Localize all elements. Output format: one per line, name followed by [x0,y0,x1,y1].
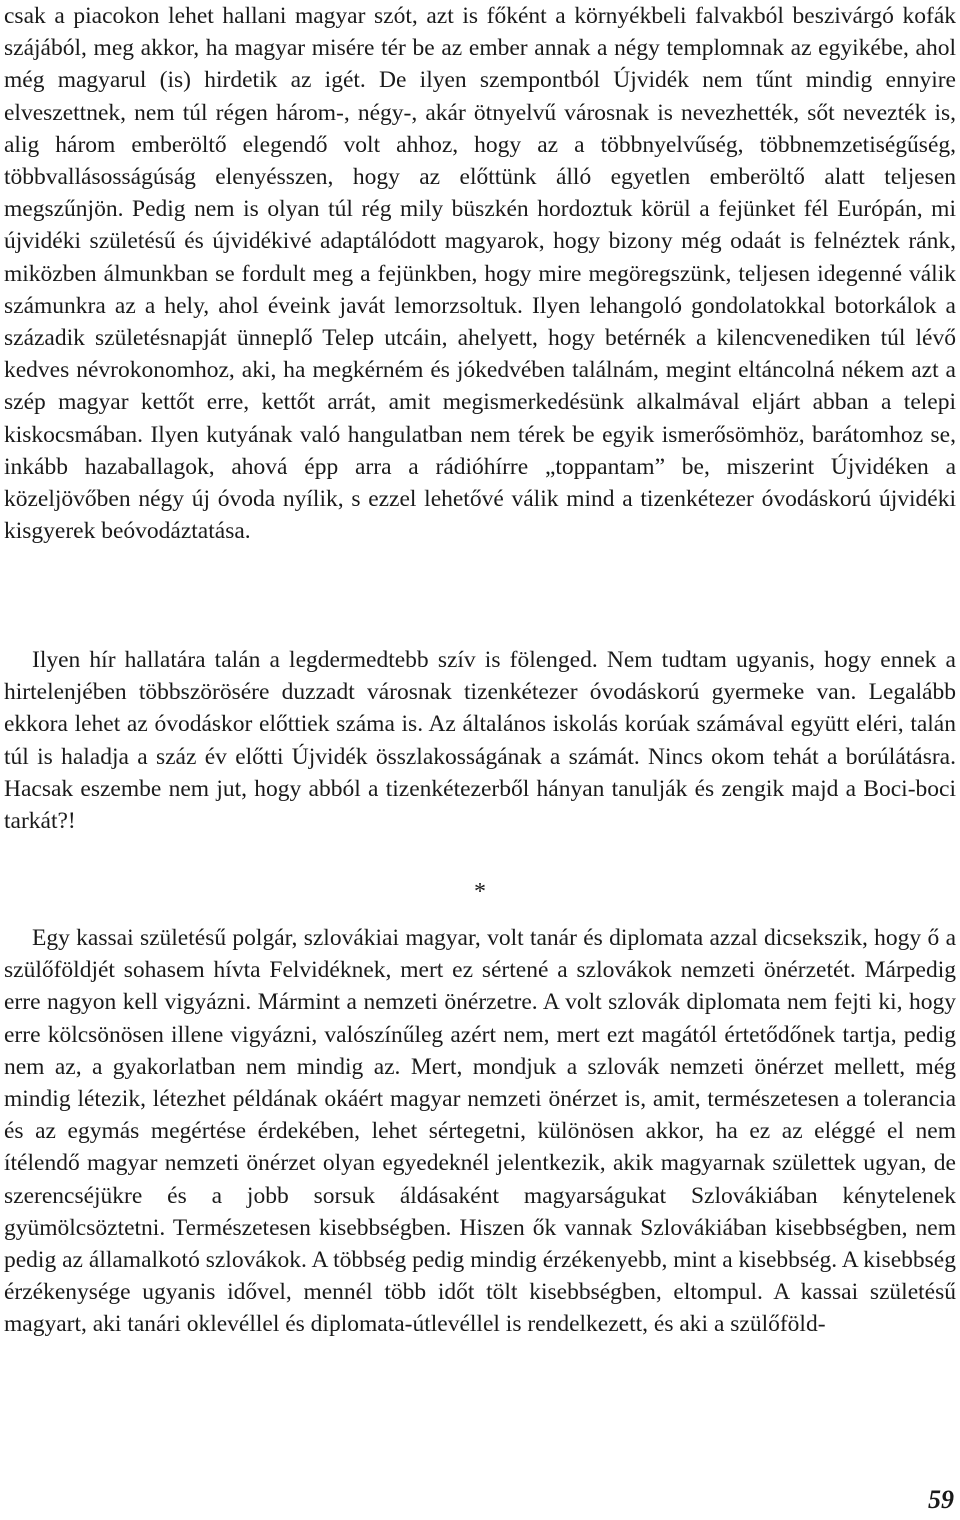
section-separator: * [474,879,486,905]
paragraph-text-1: csak a piacokon lehet hallani magyar szót, azt is főként a környékbeli falvakból beszivárgó kofák szájából, meg akkor, ha magyar misére tér be az ember annak a négy templomnak az egyikébe, ahol még magyarul (is) hirdetik az igét. De ilyen szempontból Újvidék nem tűnt mindig ennyire elveszettnek, nem túl régen három-, négy-, akár ötnyelvű városnak is nevezhették, sőt nevezték is, alig három emberöltő elegendő volt ahhoz, hogy az a többnyelvűség, többnemzetiségűség, többvallásosságúság elenyésszen, hogy az előttünk álló egyetlen emberöltő alatt teljesen megszűnjön. Pedig nem is olyan túl rég mily büszkén hordoztuk körül a fejünket fél Európán, mi újvidéki születésű és újvidékivé adaptálódott magyarok, hogy bizony még odaát is felnéztek ránk, miközben álmunkban se fordult meg a fejünkben, hogy mire megöregszünk, teljesen idegenné válik számunkra az a hely, ahol éveink javát lemorzsoltuk. Ilyen lehangoló gondolatokkal botorkálok a századik születésnapját ünneplő Telep utcáin, ahelyett, hogy betérnék a kilencvenediken túl lévő kedves névrokonomhoz, aki, ha megkérném és jókedvében találnám, megint eltáncolná nékem azt a szép magyar kettőt erre, kettőt arrát, amit megismerkedésünk alkalmával eljárt abban a telepi kiskocsmában. Ilyen kutyának való hangulatban nem térek be egyik ismerősömhöz, barátomhoz se, inkább hazaballagok, ahová épp arra a rádióhírre „toppantam” be, miszerint Újvidéken a közeljövőben négy új óvoda nyílik, s ezzel lehetővé válik mind a tizenkétezer óvodáskorú újvidéki kisgyerek beóvodáztatása. [4,3,956,545]
paragraph-news [4,644,956,837]
book-page [4,0,956,1520]
paragraph-text-2: Ilyen hír hallatára talán a legdermedtebb szív is fölenged. Nem tudtam ugyanis, hogy ennek a hirtelenjében többszörösére duzzadt városnak tizenkétezer óvodáskorú gyermeke van. Legalább ekkora lehet az óvodáskor előttiek száma is. Az általános iskolás korúak számával együtt eléri, talán túl is haladja a száz év előtti Újvidék összlakosságának a számát. Nincs okom tehát a borúlátásra. Hacsak eszembe nem jut, hogy abból a tizenkétezerből hányan tanulják és zengik majd a Boci-boci tarkát?! [4,647,956,835]
paragraph-kassa [4,922,956,1341]
page-number: 59 [928,1485,954,1514]
paragraph-text-3: Egy kassai születésű polgár, szlovákiai magyar, volt tanár és diplomata azzal dicsekszik, hogy ő a szülőföldjét sohasem hívta Felvidéknek, mert ez sértené a szlovákok nemzeti önérzetét. Márpedig erre nagyon kell vigyázni. Mármint a nemzeti önérzetre. A volt szlovák diplomata nem fejti ki, hogy erre kölcsönösen illene vigyázni, valószínűleg azért nem, mert ezt magától értetődőnek tartja, pedig nem az, a gyakorlatban nem mindig az. Mert, mondjuk a szlovák nemzeti önérzet mellett, még mindig létezik, létezhet példának okáért magyar nemzeti önérzet is, amit, természetesen a tolerancia és az egymás megértése érdekében, lehet sértegetni, különösen akkor, ha ez az eléggé el nem ítélendő magyar nemzeti önérzet olyan egyedeknél jelentkezik, akik magyarnak születtek ugyan, de szerencséjükre és a jobb sorsuk áldásaként magyarságukat Szlovákiában kénytelenek gyümölcsöztetni. Természetesen kisebbségben. Hiszen ők vannak Szlovákiában kisebbségben, nem pedig az államalkotó szlovákok. A többség pedig mindig érzékenyebb, mint a kisebbség. A kisebbség érzékenysége ugyanis idővel, mennél több időt tölt kisebbségben, eltompul. A kassai születésű magyart, aki tanári oklevéllel és diplomata-útlevéllel is rendelkezett, és aki a szülőföld- [4,925,956,1338]
paragraph-continuation [4,0,956,547]
